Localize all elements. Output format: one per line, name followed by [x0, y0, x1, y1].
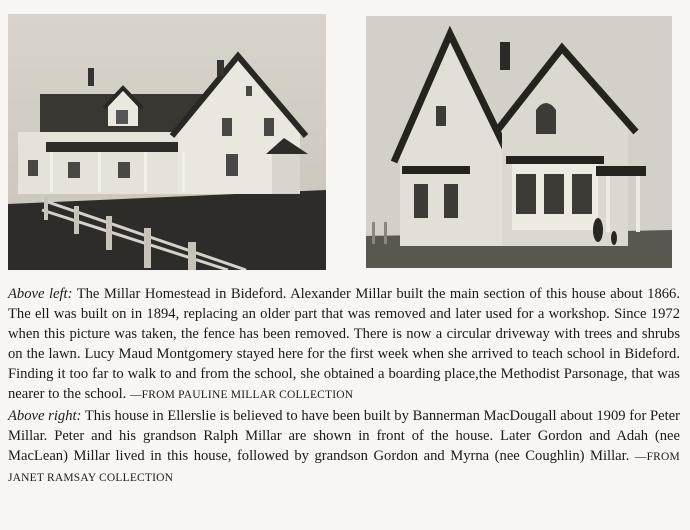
ellerslie-house-image: [366, 16, 672, 268]
caption-left-credit: —FROM PAULINE MILLAR COLLECTION: [129, 389, 354, 402]
millar-homestead-image: [8, 14, 326, 270]
caption-right: [8, 406, 680, 488]
caption-left: [8, 284, 680, 406]
photo-millar-homestead: [8, 14, 326, 270]
caption-right-lead: Above right:: [8, 407, 82, 424]
photo-ellerslie-house: [366, 16, 672, 268]
photo-caption: [8, 284, 680, 488]
caption-left-lead: Above left:: [8, 286, 73, 302]
caption-right-credit: —FROM JANET RAMSAY COLLECTION: [8, 450, 680, 484]
caption-left-body: The Millar Homestead in Bideford. Alexander Millar built the main section of this house about 1866. The ell was built on in 1894, replacing an older part that was removed and later used for a workshop. Since 1972 when this picture was taken, the fence has been removed. There is now a circular driveway with trees and shrubs on the lawn. Lucy Maud Montgomery stayed here for the first week when she arrived to teach school in Bideford. Finding it too far to walk to and from the school, she obtained a boarding place,the Methodist Parsonage, that was nearer to the school.: [8, 286, 680, 403]
caption-right-body: This house in Ellerslie is believed to have been built by Bannerman MacDougall about 1909 for Peter Millar. Peter and his grandson Ralph Millar are shown in front of the house. Later Gordon and Adah (nee MacLean) Millar lived in this house, followed by grandson Gordon and Myrna (nee Coughlin) Millar.: [8, 407, 680, 464]
